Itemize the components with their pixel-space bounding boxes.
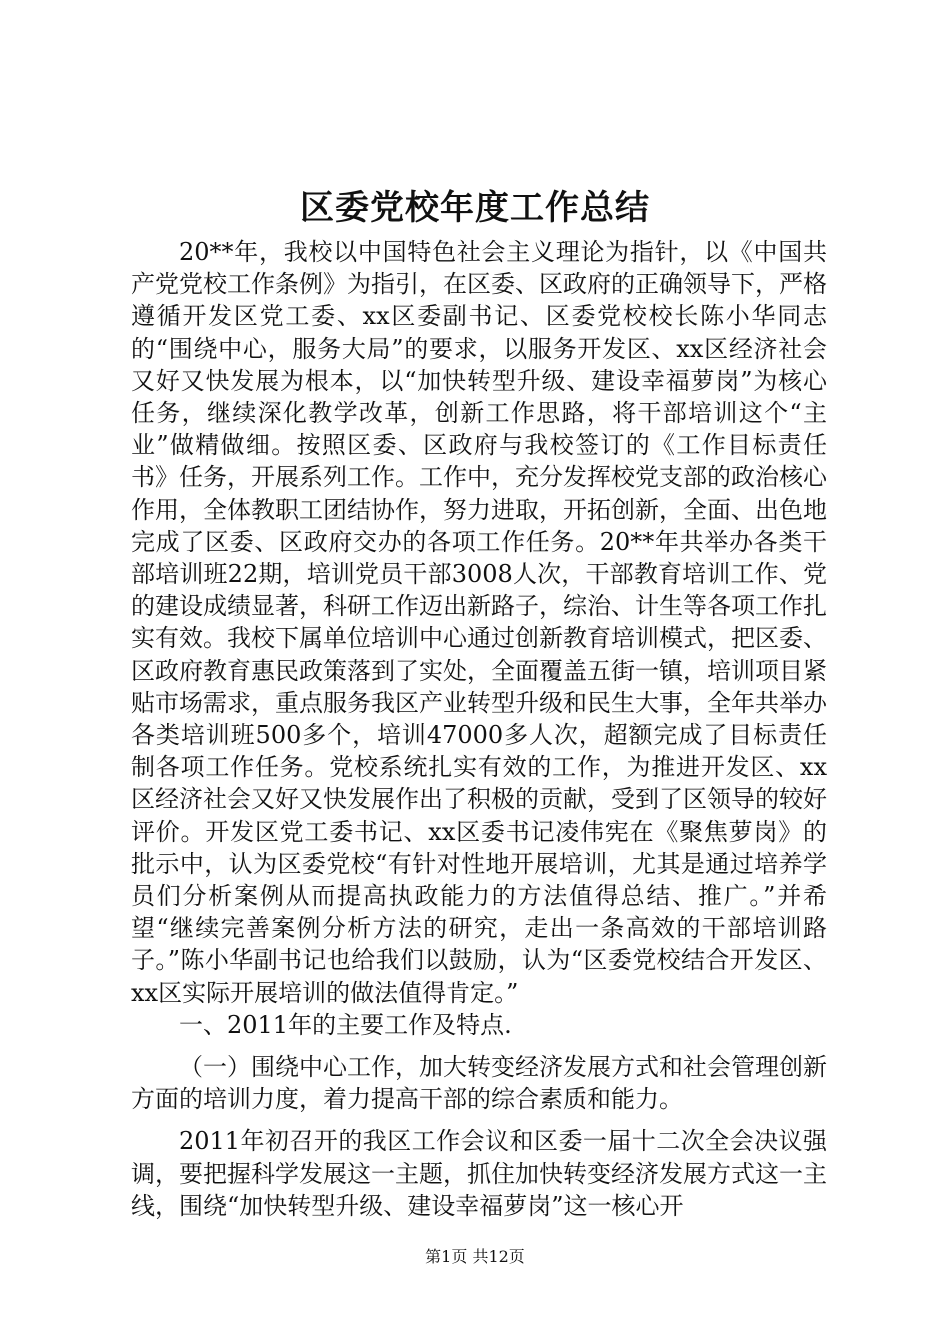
paragraph-intro: 20**年，我校以中国特色社会主义理论为指针，以《中国共产党党校工作条例》为指引，在区委、区政府的正确领导下，严格遵循开发区党工委、xx区委副书记、区委党校校长陈小华同志的“围绕中心，服务大局”的要求，以服务开发区、xx区经济社会又好又快发展为根本，以“加快转型升级、建设幸福萝岗”为核心任务，继续深化教学改革，创新工作思路，将干部培训这个“主业”做精做细。按照区委、区政府与我校签订的《工作目标责任书》任务，开展系列工作。工作中，充分发挥校党支部的政治核心作用，全体教职工团结协作，努力进取，开拓创新，全面、出色地完成了区委、区政府交办的各项工作任务。20**年共举办各类干部培训班22期，培训党员干部3008人次，干部教育培训工作、党的建设成绩显著，科研工作迈出新路子，综治、计生等各项工作扎实有效。我校下属单位培训中心通过创新教育培训模式，把区委、区政府教育惠民政策落到了实处，全面覆盖五街一镇，培训项目紧贴市场需求，重点服务我区产业转型升级和民生大事，全年共举办各类培训班500多个，培训47000多人次，超额完成了目标责任制各项工作任务。党校系统扎实有效的工作，为推进开发区、xx区经济社会又好又快发展作出了积极的贡献，受到了区领导的较好评价。开发区党工委书记、xx区委书记凌伟宪在《聚焦萝岗》的批示中，认为区委党校“有针对性地开展培训，尤其是通过培养学员们分析案例从而提高执政能力的方法值得总结、推广。”并希望“继续完善案例分析方法的研究，走出一条高效的干部培训路子。”陈小华副书记也给我们以鼓励，认为“区委党校结合开发区、xx区实际开展培训的做法值得肯定。” bbox=[131, 238, 827, 1007]
document-title: 区委党校年度工作总结 bbox=[300, 188, 650, 228]
paragraph-subsection-heading: （一）围绕中心工作，加大转变经济发展方式和社会管理创新方面的培训力度，着力提高干部的综合素质和能力。 bbox=[131, 1053, 827, 1114]
paragraph-body-continued: 2011年初召开的我区工作会议和区委一届十二次全会决议强调，要把握科学发展这一主题，抓住加快转变经济发展方式这一主线，围绕“加快转型升级、建设幸福萝岗”这一核心开 bbox=[131, 1127, 827, 1220]
page-number-footer: 第1页 共12页 bbox=[425, 1247, 525, 1266]
paragraph-section-heading: 一、2011年的主要工作及特点. bbox=[179, 1010, 512, 1039]
document-body bbox=[131, 236, 827, 1222]
